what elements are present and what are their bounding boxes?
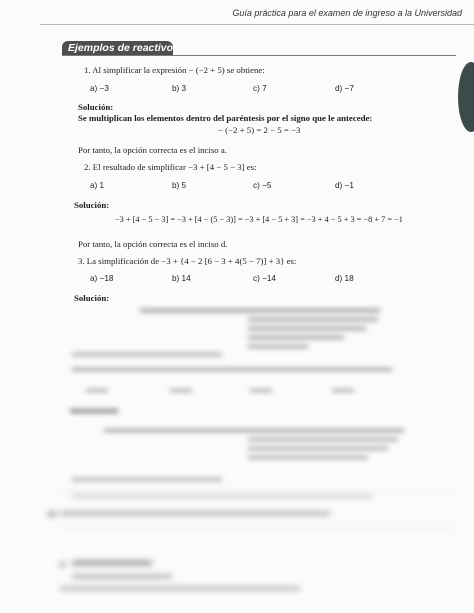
running-header: Guía práctica para el examen de ingreso a la Universidad [232, 8, 462, 18]
question-2-option-c: c) −5 [253, 181, 272, 190]
question-3-option-c: c) −14 [253, 274, 276, 283]
question-1-solution-label: Solución: [78, 102, 114, 112]
question-1-conclusion: Por tanto, la opción correcta es el inciso a. [78, 145, 228, 155]
divider [62, 491, 456, 492]
question-1-option-d: d) −7 [335, 84, 354, 93]
blur-line [60, 587, 300, 590]
question-2-option-b: b) 5 [172, 181, 187, 190]
question-3-option-d: d) 18 [335, 274, 354, 283]
blur-line [72, 561, 152, 565]
question-1-equation: − (−2 + 5) = 2 − 5 = −3 [218, 125, 301, 135]
question-1-option-c: c) 7 [253, 84, 267, 93]
question-2-conclusion: Por tanto, la opción correcta es el inciso d. [78, 239, 228, 249]
question-3-option-b: b) 14 [172, 274, 191, 283]
question-1-explanation: Se multiplican los elementos dentro del paréntesis por el signo que le antecede: [78, 113, 373, 123]
question-2-prompt: 2. El resultado de simplificar −3 + [4 − 5 − 3] es: [84, 162, 257, 172]
divider [62, 526, 456, 527]
question-2-equation: −3 + [4 − 5 − 3] = −3 + [4 − (5 − 3)] = −3 + [4 − 5 + 3] = −3 + 4 − 5 + 3 = −8 + 7 = −1 [115, 215, 403, 224]
blur-line [60, 512, 330, 515]
question-2-option-d: d) −1 [335, 181, 354, 190]
blur-line [72, 575, 172, 578]
pencil-icon [48, 512, 56, 516]
section-badge: Ejemplos de reactivos [62, 41, 173, 56]
bullet-icon [60, 562, 65, 567]
question-2-option-a: a) 1 [90, 181, 105, 190]
blur-line [72, 495, 372, 498]
question-1-option-a: a) −3 [90, 84, 109, 93]
question-3-solution-label: Solución: [74, 293, 110, 303]
question-1-prompt: 1. Al simplificar la expresión − (−2 + 5) se obtiene: [84, 65, 265, 75]
question-3-option-a: a) −18 [90, 274, 114, 283]
question-2-solution-label: Solución: [74, 200, 110, 210]
question-1-option-b: b) 3 [172, 84, 187, 93]
question-3-prompt: 3. La simplificación de −3 + {4 − 2 [6 − 3 + 4(5 − 7)] + 3} es: [78, 256, 297, 266]
